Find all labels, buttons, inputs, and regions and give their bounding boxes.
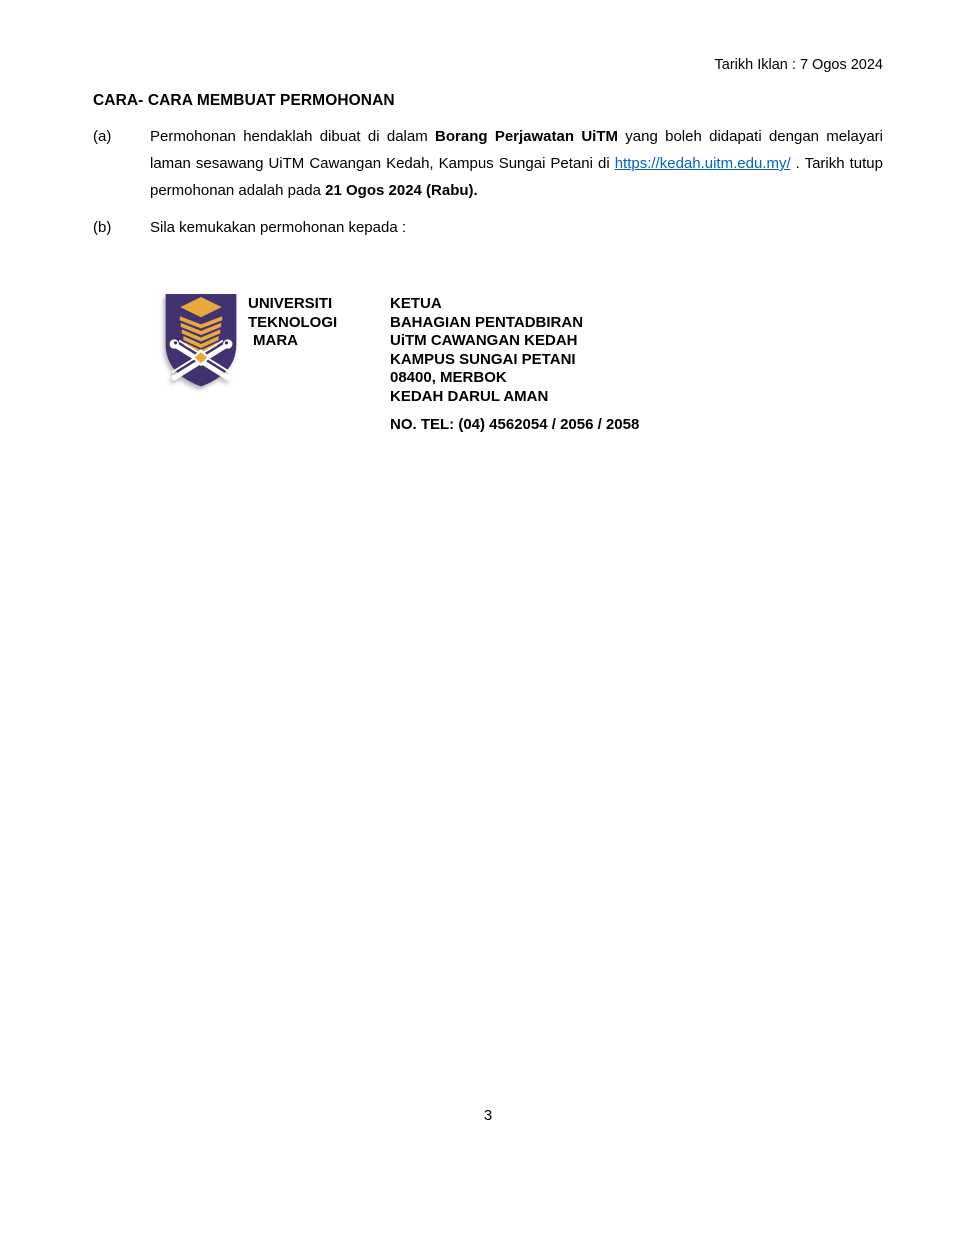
text-run: yang boleh didapati dengan melayari laman sesawang UiTM Cawangan Kedah, Kampus Sungai Petani di bbox=[150, 128, 883, 172]
bold-run-borang: Borang Perjawatan UiTM bbox=[435, 128, 618, 145]
advert-date: Tarikh Iklan : 7 Ogos 2024 bbox=[714, 57, 883, 73]
item-label-a: (a) bbox=[93, 128, 112, 145]
text-run: . Tarikh tutup permohonan adalah pada bbox=[150, 155, 883, 199]
paragraph-b bbox=[93, 214, 883, 241]
page-number: 3 bbox=[483, 1107, 493, 1124]
paragraph-b-body: Sila kemukakan permohonan kepada : bbox=[150, 219, 406, 236]
paragraph-a-body bbox=[150, 123, 883, 204]
uitm-logo-icon bbox=[162, 293, 240, 388]
kedah-uitm-link[interactable]: https://kedah.uitm.edu.my/ bbox=[614, 155, 791, 172]
address-line: KAMPUS SUNGAI PETANI bbox=[390, 350, 576, 368]
mailing-address bbox=[390, 295, 639, 434]
phone-number: NO. TEL: (04) 4562054 / 2056 / 2058 bbox=[390, 415, 640, 433]
address-line: BAHAGIAN PENTADBIRAN bbox=[390, 313, 584, 331]
bold-run-closing-date: 21 Ogos 2024 (Rabu). bbox=[325, 182, 478, 199]
uitm-shield-icon bbox=[162, 293, 240, 388]
university-name-line: UNIVERSITI bbox=[248, 295, 333, 312]
item-label-b: (b) bbox=[93, 219, 112, 236]
address-line: KEDAH DARUL AMAN bbox=[390, 387, 549, 405]
university-name-line: TEKNOLOGI bbox=[248, 313, 338, 331]
address-line: 08400, MERBOK bbox=[390, 369, 507, 387]
address-line: KETUA bbox=[390, 295, 442, 312]
text-run: Permohonan hendaklah dibuat di dalam bbox=[150, 128, 436, 145]
university-name bbox=[248, 295, 337, 351]
university-name-line: MARA bbox=[253, 332, 298, 349]
paragraph-a bbox=[93, 123, 883, 204]
contact-block bbox=[160, 292, 720, 442]
address-line: UiTM CAWANGAN KEDAH bbox=[390, 332, 578, 350]
page-title: CARA- CARA MEMBUAT PERMOHONAN bbox=[93, 92, 395, 109]
